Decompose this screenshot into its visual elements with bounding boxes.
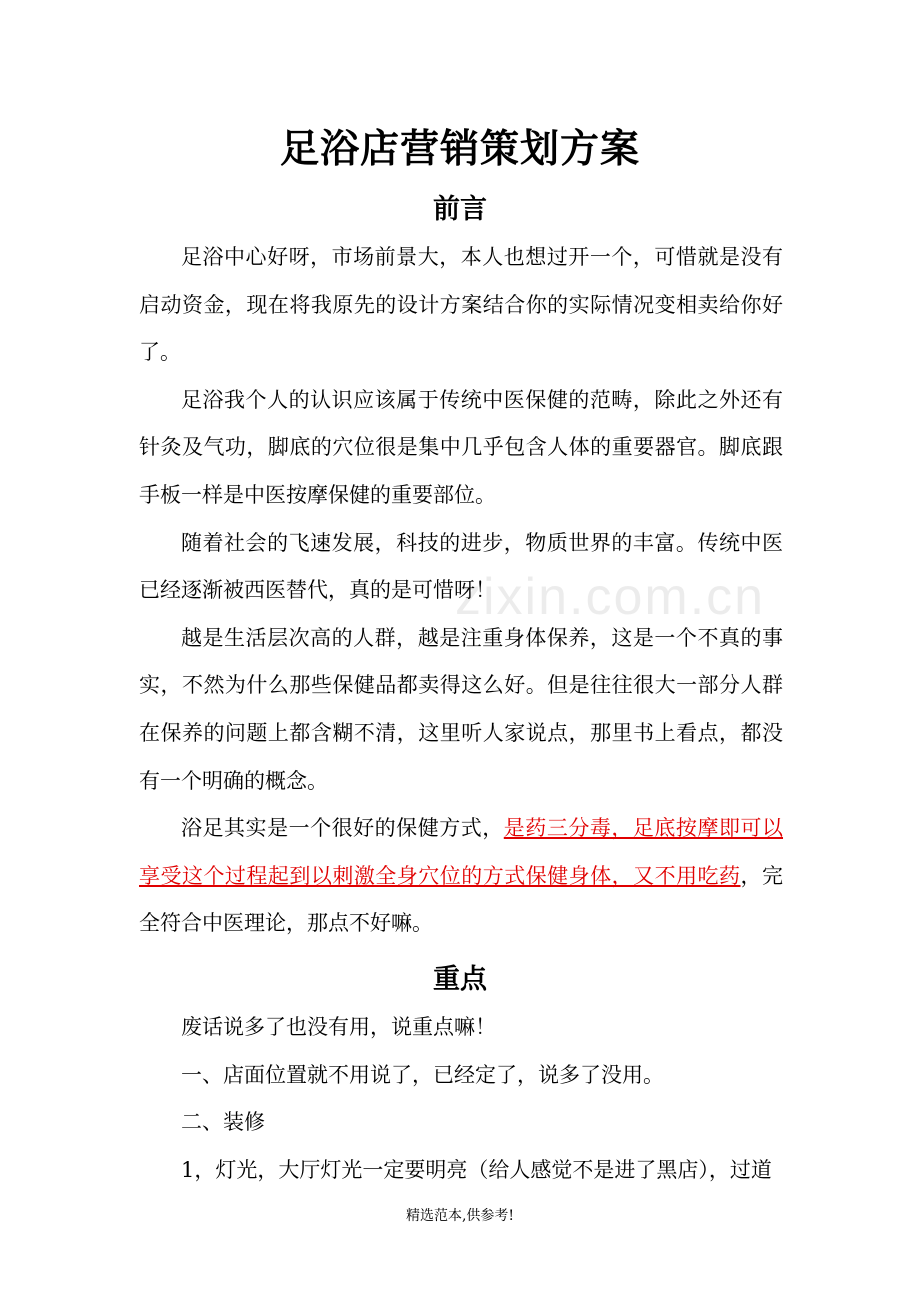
paragraph: 足浴中心好呀，市场前景大，本人也想过开一个，可惜就是没有启动资金，现在将我原先的设计方案结合你的实际情况变相卖给你好了。 (139, 245, 783, 365)
preface-body (139, 234, 783, 948)
paragraph: 二、装修 (181, 1110, 265, 1135)
paragraph: 一、店面位置就不用说了，已经定了，说多了没用。 (181, 1062, 664, 1087)
watermark: zixin.com.cn (455, 568, 766, 626)
paragraph: 废话说多了也没有用，说重点嘛！ (181, 1015, 496, 1039)
key-points-body (139, 1004, 783, 1194)
paragraph-text: 浴足其实是一个很好的保健方式， (181, 816, 504, 841)
paragraph: 越是生活层次高的人群，越是注重身体保养，这是一个不真的事实，不然为什么那些保健品都卖得这么好。但是往往很大一部分人群在保养的问题上都含糊不清，这里听人家说点，那里书上看点，都没有一个明确的概念。 (139, 625, 783, 793)
section-heading-preface: 前言 (433, 194, 487, 225)
paragraph-text: ，完全符合中医理论，那点不好嘛。 (139, 863, 783, 936)
paragraph: 足浴我个人的认识应该属于传统中医保健的范畴，除此之外还有针灸及气功，脚底的穴位很是集中几乎包含人体的重要器官。脚底跟手板一样是中医按摩保健的重要部位。 (139, 387, 783, 507)
section-heading-key-points: 重点 (433, 964, 487, 995)
paragraph-with-highlight (139, 805, 783, 948)
paragraph: 1，灯光，大厅灯光一定要明亮（给人感觉不是进了黑店），过道 (181, 1157, 772, 1182)
paragraph: 随着社会的飞速发展，科技的进步，物质世界的丰富。传统中医已经逐渐被西医替代，真的是可惜呀！ (139, 530, 783, 603)
page-footer: 精选范本,供参考! (405, 1208, 515, 1224)
document-title: 足浴店营销策划方案 (279, 127, 640, 172)
highlighted-text: 是药三分毒，足底按摩即可以享受这个过程起到以刺激全身穴位的方式保健身体，又不用吃药 (139, 816, 784, 888)
